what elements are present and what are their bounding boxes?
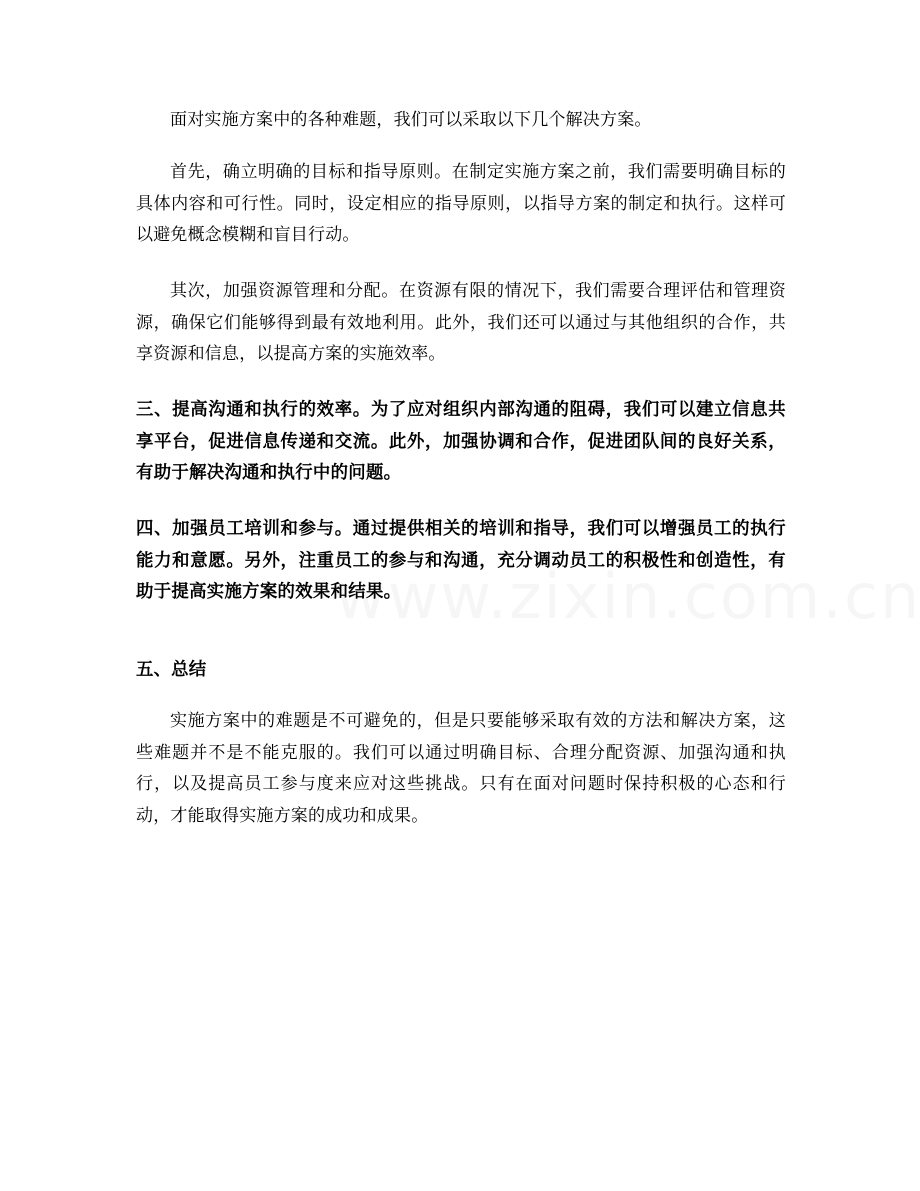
paragraph-summary: 实施方案中的难题是不可避免的，但是只要能够采取有效的方法和解决方案，这些难题并不是不能克服的。我们可以通过明确目标、合理分配资源、加强沟通和执行，以及提高员工参与度来应对这些挑战。只有在面对问题时保持积极的心态和行动，才能取得实施方案的成功和成果。 xyxy=(136,711,786,827)
paragraph-section-three: 三、提高沟通和执行的效率。为了应对组织内部沟通的阻碍，我们可以建立信息共享平台，促进信息传递和交流。此外，加强协调和合作，促进团队间的良好关系，有助于解决沟通和执行中的问题。 xyxy=(136,400,786,484)
paragraph-section-four: 四、加强员工培训和参与。通过提供相关的培训和指导，我们可以增强员工的执行能力和意愿。另外，注重员工的参与和沟通，充分调动员工的积极性和创造性，有助于提高实施方案的效果和结果。 xyxy=(136,519,786,603)
paragraph-intro: 面对实施方案中的各种难题，我们可以采取以下几个解决方案。 xyxy=(170,110,652,130)
paragraph-first-solution: 首先，确立明确的目标和指导原则。在制定实施方案之前，我们需要明确目标的具体内容和可行性。同时，设定相应的指导原则，以指导方案的制定和执行。这样可以避免概念模糊和盲目行动。 xyxy=(136,162,786,246)
paragraph-second-solution: 其次，加强资源管理和分配。在资源有限的情况下，我们需要合理评估和管理资源，确保它们能够得到最有效地利用。此外，我们还可以通过与其他组织的合作，共享资源和信息，以提高方案的实施效率。 xyxy=(136,281,786,365)
heading-summary: 五、总结 xyxy=(136,660,207,680)
